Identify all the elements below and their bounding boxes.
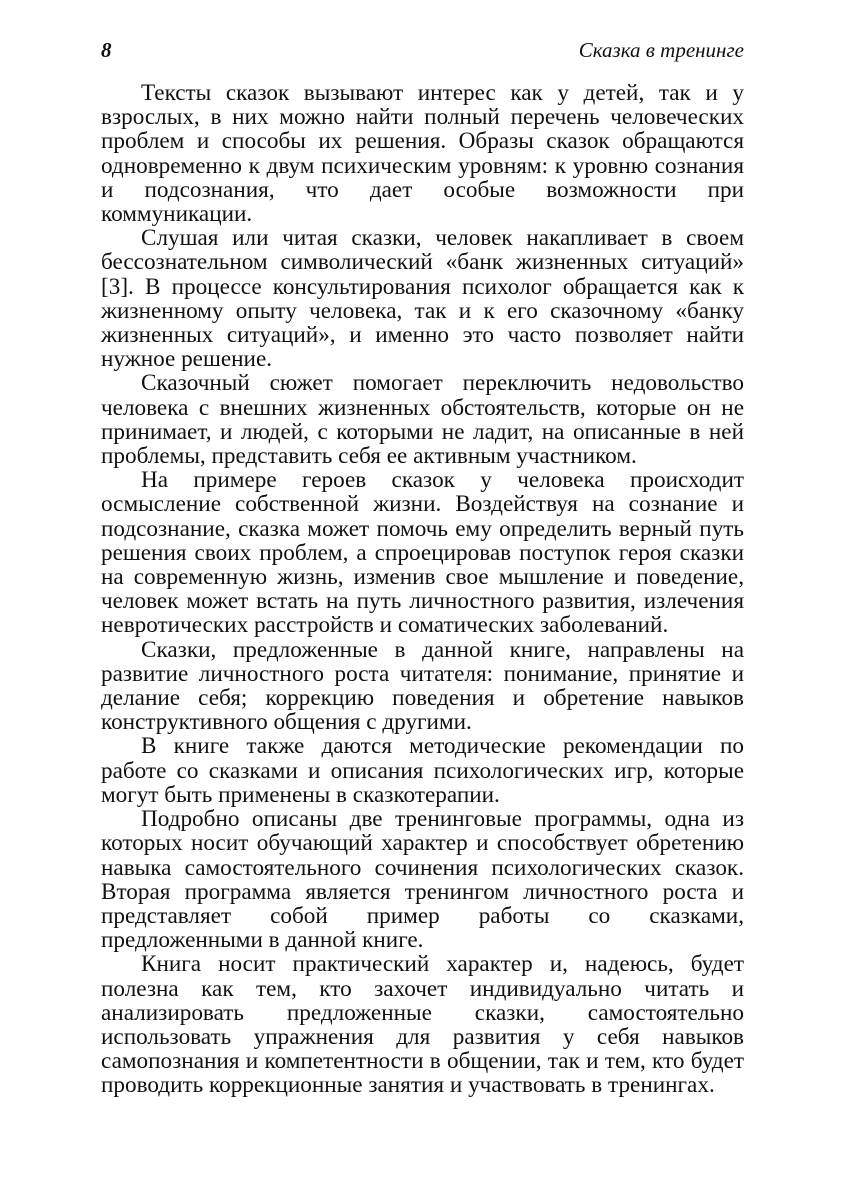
running-title: Сказка в тренинге	[578, 38, 744, 62]
page-header	[101, 38, 744, 68]
paragraph: Сказочный сюжет помогает переключить недовольство человека с внешних жизненных обстоятельств, которые он не принимает, и людей, с которыми не ладит, на описанные в ней проблемы, представить себя ее активным участником.	[101, 370, 744, 470]
paragraph: На примере героев сказок у человека происходит осмысление собственной жизни. Воздействуя на сознание и подсознание, сказка может помочь ему определить верный путь решения своих проблем, а спроецировав поступок героя сказки на современную жизнь, изменив свое мышление и поведение, человек может встать на путь личностного развития, излечения невротических расстройств и соматических заболеваний.	[101, 467, 744, 639]
page-number: 8	[101, 38, 112, 62]
paragraph: Сказки, предложенные в данной книге, направлены на развитие личностного роста читателя: понимание, принятие и делание себя; коррекцию поведения и обретение навыков конструктивного общения с другими.	[101, 636, 744, 736]
body-text	[101, 81, 744, 1098]
paragraph: Подробно описаны две тренинговые программы, одна из которых носит обучающий характер и способствует обретению навыка самостоятельного сочинения психологических сказок. Вторая программа является тренингом личностного роста и представляет собой пример работы со сказками, предложенными в данной книге.	[101, 806, 744, 954]
paragraph: Слушая или читая сказки, человек накапливает в своем бессознательном символический «банк жизненных ситуаций» [3]. В процессе консультирования психолог обращается как к жизненному опыту человека, так и к его сказочному «банку жизненных ситуаций», и именно это часто позволяет найти нужное решение.	[101, 225, 744, 373]
paragraph: Книга носит практический характер и, надеюсь, будет полезна как тем, кто захочет индивидуально читать и анализировать предложенные сказки, самостоятельно использовать упражнения для развития у себя навыков самопознания и компетентности в общении, так и тем, кто будет проводить коррекционные занятия и участвовать в тренингах.	[101, 951, 744, 1099]
paragraph: В книге также даются методические рекомендации по работе со сказками и описания психологических игр, которые могут быть применены в сказкотерапии.	[101, 733, 744, 808]
paragraph: Тексты сказок вызывают интерес как у детей, так и у взрослых, в них можно найти полный перечень человеческих проблем и способы их решения. Образы сказок обращаются одновременно к двум психическим уровням: к уровню сознания и подсознания, что дает особые возможности при коммуникации.	[101, 80, 744, 228]
